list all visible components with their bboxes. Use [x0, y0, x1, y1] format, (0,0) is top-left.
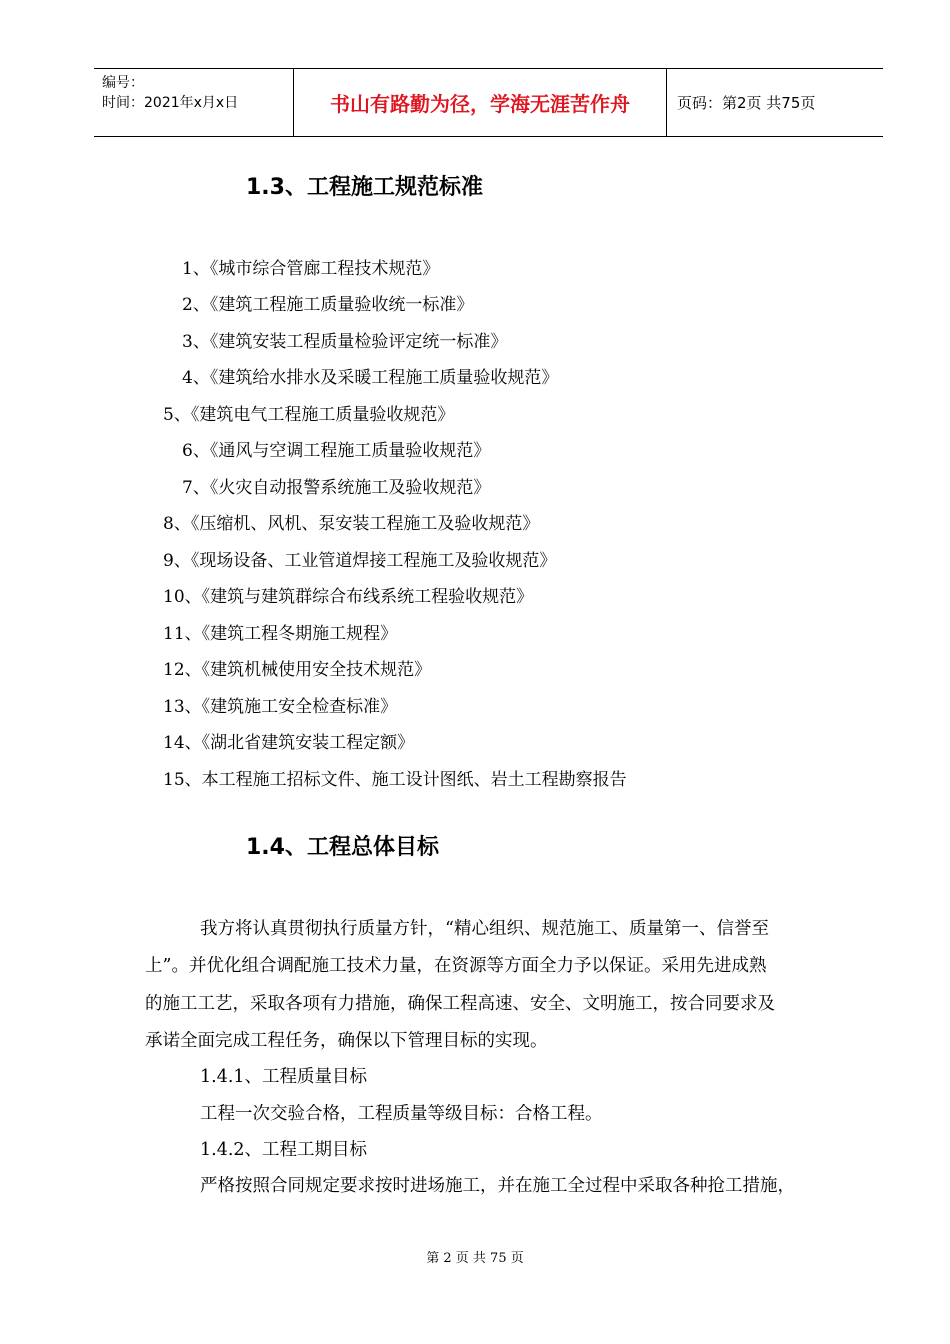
- header-meta: [94, 69, 294, 136]
- page-header: [94, 68, 883, 137]
- paragraph-line: 的施工工艺，采取各项有力措施，确保工程高速、安全、文明施工，按合同要求及: [145, 994, 775, 1014]
- standard-item: 13、《建筑施工安全检查标准》: [163, 697, 398, 717]
- standard-item: 9、《现场设备、工业管道焊接工程施工及验收规范》: [163, 551, 557, 571]
- subsection-text-quality: 工程一次交验合格，工程质量等级目标：合格工程。: [200, 1104, 603, 1124]
- section-heading-1-4: 1.4、工程总体目标: [246, 835, 439, 860]
- page-footer: 第 2 页 共 75 页: [426, 1251, 524, 1266]
- standard-item: 6、《通风与空调工程施工质量验收规范》: [182, 441, 491, 461]
- standard-item: 8、《压缩机、风机、泵安装工程施工及验收规范》: [163, 514, 540, 534]
- header-page-info: 页码：第2页 共75页: [677, 94, 816, 112]
- standard-item: 12、《建筑机械使用安全技术规范》: [163, 660, 432, 680]
- standard-item: 3、《建筑安装工程质量检验评定统一标准》: [182, 332, 508, 352]
- standard-item: 5、《建筑电气工程施工质量验收规范》: [163, 405, 455, 425]
- standard-item: 14、《湖北省建筑安装工程定额》: [163, 733, 415, 753]
- standard-item: 10、《建筑与建筑群综合布线系统工程验收规范》: [163, 587, 534, 607]
- number-label: 编号：: [102, 75, 144, 91]
- standard-item: 2、《建筑工程施工质量验收统一标准》: [182, 295, 474, 315]
- paragraph-line: 上”。并优化组合调配施工技术力量，在资源等方面全力予以保证。采用先进成熟: [145, 956, 767, 976]
- subsection-title-schedule: 1.4.2、工程工期目标: [200, 1140, 368, 1160]
- paragraph-line: 我方将认真贯彻执行质量方针，“精心组织、规范施工、质量第一、信誉至: [200, 919, 769, 939]
- standard-item: 4、《建筑给水排水及采暖工程施工质量验收规范》: [182, 368, 559, 388]
- standard-item: 7、《火灾自动报警系统施工及验收规范》: [182, 478, 491, 498]
- standard-item: 15、本工程施工招标文件、施工设计图纸、岩土工程勘察报告: [163, 770, 627, 790]
- subsection-title-quality: 1.4.1、工程质量目标: [200, 1067, 368, 1087]
- standard-item: 1、《城市综合管廊工程技术规范》: [182, 259, 440, 279]
- section-heading-1-3: 1.3、工程施工规范标准: [246, 175, 483, 200]
- time-label: 时间：2021年x月x日: [102, 95, 239, 111]
- header-motto: 书山有路勤为径，学海无涯苦作舟: [294, 69, 667, 136]
- paragraph-line: 承诺全面完成工程任务，确保以下管理目标的实现。: [145, 1031, 548, 1051]
- subsection-text-schedule: 严格按照合同规定要求按时进场施工，并在施工全过程中采取各种抢工措施，: [200, 1176, 795, 1196]
- standard-item: 11、《建筑工程冬期施工规程》: [163, 624, 398, 644]
